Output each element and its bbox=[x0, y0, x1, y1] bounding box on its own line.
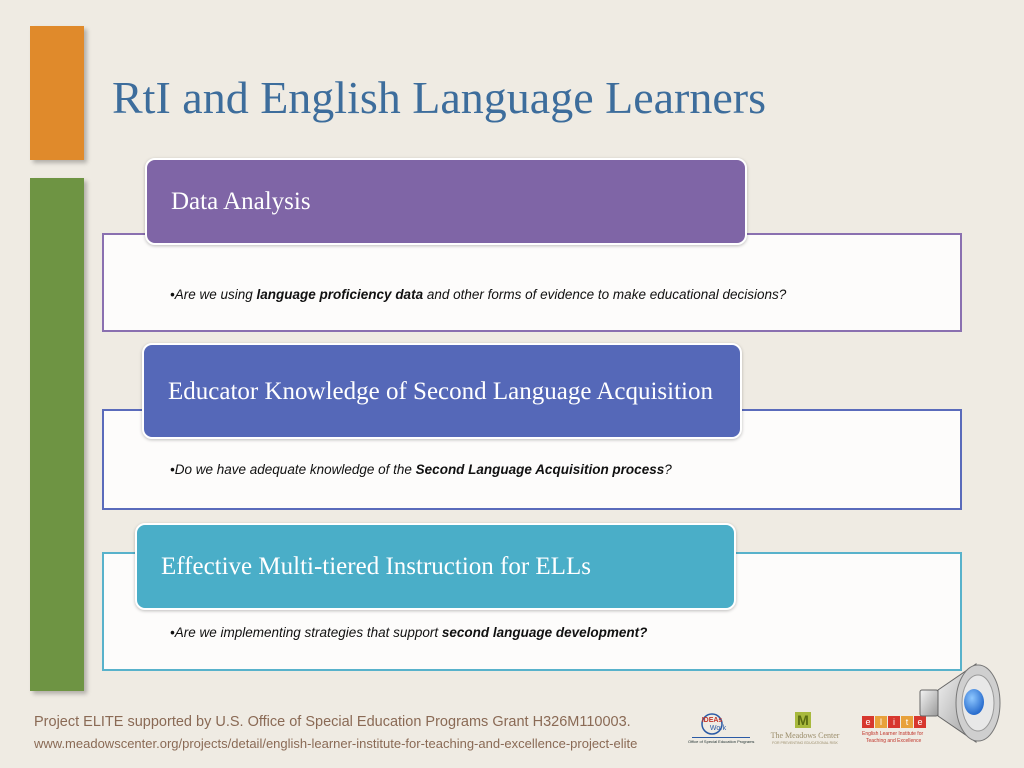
elite-letter: i bbox=[888, 716, 900, 728]
green-accent-bar bbox=[30, 178, 84, 691]
speaker-icon-graphic bbox=[918, 660, 1004, 746]
elite-logo-caption-2: Teaching and Excellence bbox=[866, 738, 922, 744]
meadows-m-icon: M bbox=[795, 712, 811, 728]
meadows-logo-caption: FOR PREVENTING EDUCATIONAL RISK bbox=[772, 741, 838, 745]
speaker-icon[interactable] bbox=[918, 660, 1004, 746]
ideas-logo-caption: Office of Special Education Programs bbox=[688, 739, 755, 744]
section-educator-knowledge-text: •Do we have adequate knowledge of the Second Language Acquisition process? bbox=[170, 462, 672, 477]
section-multi-tiered-heading: Effective Multi-tiered Instruction for ELLs bbox=[135, 523, 736, 610]
elite-letter: t bbox=[901, 716, 913, 728]
elite-letter: l bbox=[875, 716, 887, 728]
elite-letter: e bbox=[862, 716, 874, 728]
footer-url-link[interactable]: www.meadowscenter.org/projects/detail/english-learner-institute-for-teaching-and-excellence-project-elite bbox=[34, 736, 638, 751]
footer-grant-text: Project ELITE supported by U.S. Office of Special Education Programs Grant H326M110003. bbox=[34, 714, 631, 730]
svg-text:Work: Work bbox=[709, 725, 727, 732]
meadows-center-logo bbox=[765, 712, 845, 748]
meadows-logo-text: The Meadows Center bbox=[770, 731, 840, 740]
section-educator-knowledge-heading: Educator Knowledge of Second Language Acquisition bbox=[142, 343, 742, 439]
section-data-analysis-heading: Data Analysis bbox=[145, 158, 747, 245]
slide-title: RtI and English Language Learners bbox=[112, 72, 766, 123]
section-multi-tiered-text: •Are we implementing strategies that support second language development? bbox=[170, 625, 648, 640]
orange-accent-bar bbox=[30, 26, 84, 160]
ideas-that-work-logo bbox=[688, 712, 754, 748]
section-data-analysis-panel bbox=[102, 233, 962, 332]
elite-logo-caption-1: English Learner Institute for bbox=[862, 731, 924, 737]
elite-letter: e bbox=[914, 716, 926, 728]
section-data-analysis-text: •Are we using language proficiency data and other forms of evidence to make educational decisions? bbox=[170, 287, 787, 302]
svg-text:IDEAs: IDEAs bbox=[701, 717, 723, 724]
